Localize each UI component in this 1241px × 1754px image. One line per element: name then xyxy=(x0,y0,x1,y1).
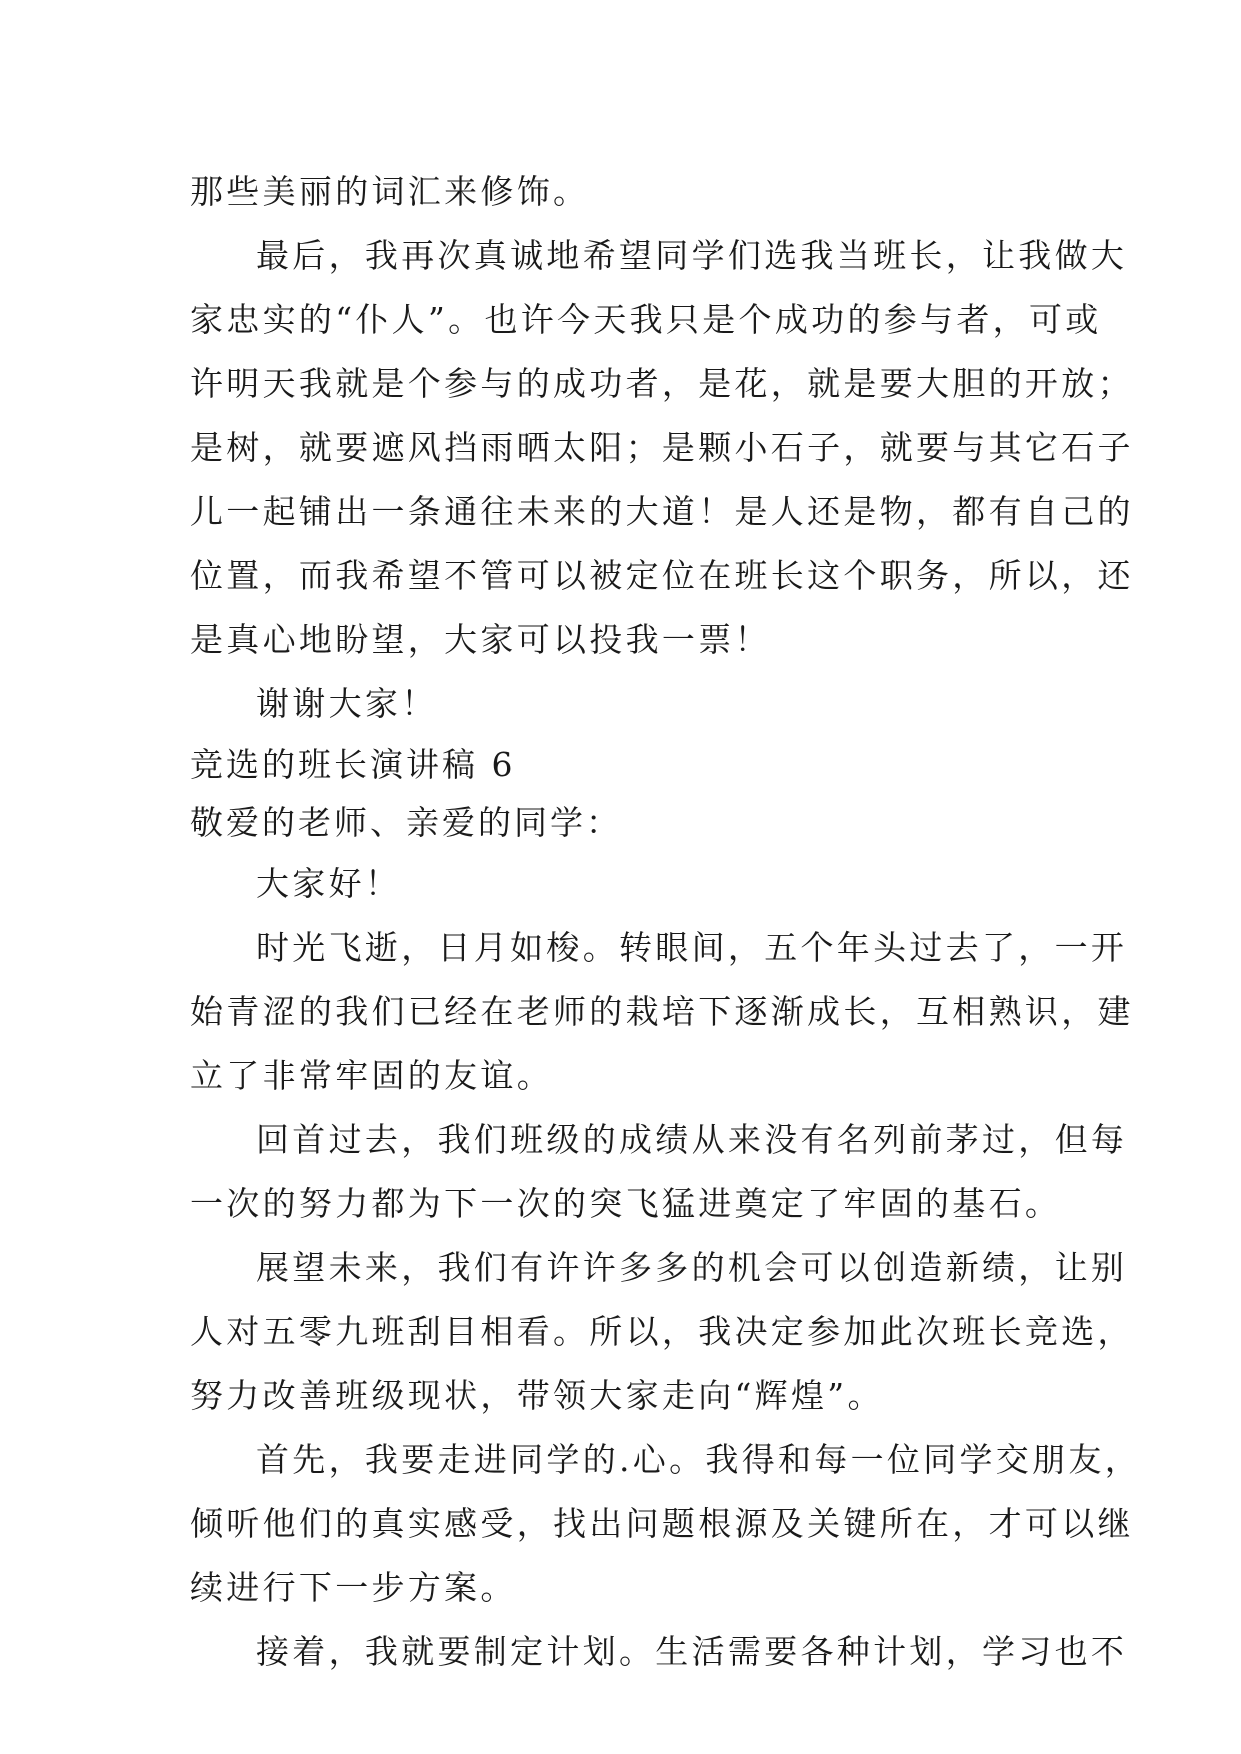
paragraph-line: 接着，我就要制定计划。生活需要各种计划，学习也不 xyxy=(256,1632,1128,1671)
salutation: 敬爱的老师、亲爱的同学： xyxy=(190,803,622,842)
paragraph-line: 展望未来，我们有许许多多的机会可以创造新绩，让别 xyxy=(256,1248,1128,1287)
paragraph-line: 回首过去，我们班级的成绩从来没有名列前茅过，但每 xyxy=(256,1120,1128,1159)
paragraph-line: 立了非常牢固的友谊。 xyxy=(190,1056,553,1095)
paragraph-line: 人对五零九班刮目相看。所以，我决定参加此次班长竞选， xyxy=(190,1312,1134,1351)
paragraph-line: 许明天我就是个参与的成功者，是花，就是要大胆的开放； xyxy=(190,364,1134,403)
paragraph-line: 续进行下一步方案。 xyxy=(190,1568,517,1607)
paragraph-line: 一次的努力都为下一次的突飞猛进奠定了牢固的基石。 xyxy=(190,1184,1062,1223)
paragraph-line: 倾听他们的真实感受，找出问题根源及关键所在，才可以继 xyxy=(190,1504,1134,1543)
paragraph-line: 儿一起铺出一条通往未来的大道！是人还是物，都有自己的 xyxy=(190,492,1134,531)
paragraph-line: 首先，我要走进同学的.心。我得和每一位同学交朋友， xyxy=(256,1440,1141,1479)
greeting-line: 大家好！ xyxy=(256,864,402,903)
paragraph-line: 那些美丽的词汇来修饰。 xyxy=(190,172,590,211)
paragraph-line: 是树，就要遮风挡雨晒太阳；是颗小石子，就要与其它石子 xyxy=(190,428,1134,467)
document-body xyxy=(190,160,1141,1684)
paragraph-line: 位置，而我希望不管可以被定位在班长这个职务，所以，还 xyxy=(190,556,1134,595)
paragraph-line: 时光飞逝，日月如梭。转眼间，五个年头过去了，一开 xyxy=(256,928,1128,967)
paragraph-line: 努力改善班级现状，带领大家走向“辉煌”。 xyxy=(190,1376,884,1415)
paragraph-line: 最后，我再次真诚地希望同学们选我当班长，让我做大 xyxy=(256,236,1128,275)
section-title: 竞选的班长演讲稿 6 xyxy=(190,745,516,784)
closing-line: 谢谢大家！ xyxy=(256,684,438,723)
paragraph-line: 始青涩的我们已经在老师的栽培下逐渐成长，互相熟识，建 xyxy=(190,992,1134,1031)
paragraph-line: 家忠实的“仆人”。也许今天我只是个成功的参与者，可或 xyxy=(190,300,1102,339)
paragraph-line: 是真心地盼望，大家可以投我一票！ xyxy=(190,620,771,659)
